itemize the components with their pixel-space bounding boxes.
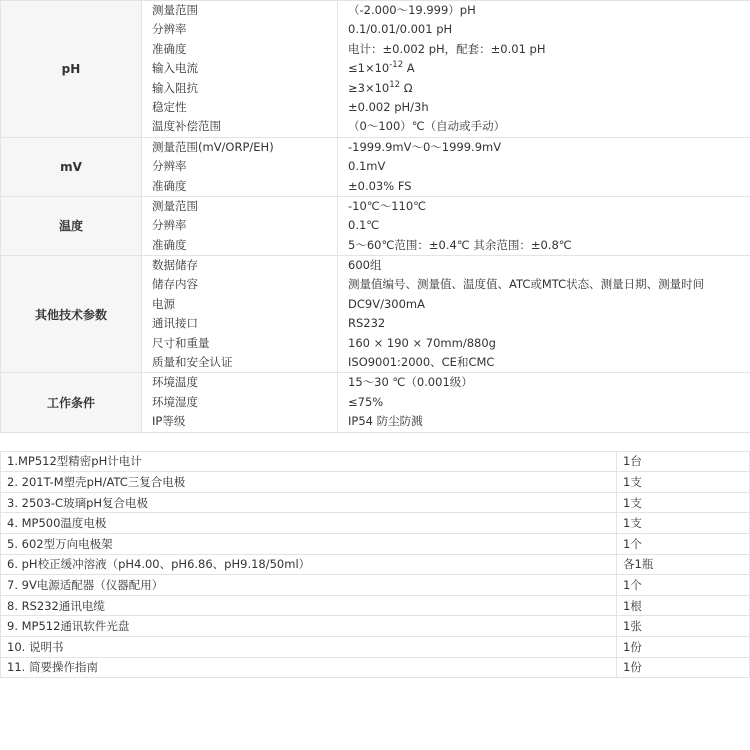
- spec-group-row: [1, 196, 750, 255]
- table-row: [1, 636, 750, 657]
- table-row: [1, 554, 750, 575]
- spec-group-row: [1, 1, 750, 138]
- spec-value-text: 15～30 ℃（0.001级）: [348, 375, 473, 390]
- spec-parameter-label: 测量范围: [152, 198, 198, 213]
- packing-item-name: 8. RS232通讯电缆: [1, 595, 617, 616]
- spec-parameter-label: 温度补偿范围: [152, 119, 221, 134]
- packing-item-quantity: 各1瓶: [617, 554, 750, 575]
- spec-value-text: （0～100）℃（自动或手动）: [348, 119, 506, 134]
- spec-value-text: ±0.002 pH/3h: [348, 99, 429, 114]
- spec-parameter-label: 尺寸和重量: [152, 335, 210, 350]
- spec-parameter-label: 分辨率: [152, 218, 187, 233]
- spec-parameter-label: 环境湿度: [152, 394, 198, 409]
- spec-parameter-label: 准确度: [152, 178, 187, 193]
- packing-item-name: 9. MP512通讯软件光盘: [1, 616, 617, 637]
- packing-item-name: 11. 简要操作指南: [1, 657, 617, 678]
- packing-item-name: 10. 说明书: [1, 636, 617, 657]
- spec-value-column: [338, 137, 750, 196]
- table-row: [1, 575, 750, 596]
- spec-value-column: [338, 256, 750, 373]
- spec-parameter-label: 输入电流: [152, 61, 198, 76]
- spec-value-text: RS232: [348, 316, 386, 331]
- packing-item-name: 5. 602型万向电极架: [1, 533, 617, 554]
- table-row: [1, 616, 750, 637]
- table-row: [1, 513, 750, 534]
- spec-value-column: [338, 1, 750, 138]
- packing-item-quantity: 1支: [617, 472, 750, 493]
- table-row: [1, 657, 750, 678]
- spec-group-row: [1, 373, 750, 432]
- spec-category-cell: pH: [1, 1, 142, 138]
- spec-parameter-label: 分辨率: [152, 159, 187, 174]
- table-row: [1, 533, 750, 554]
- spec-value-text: 5～60℃范围：±0.4℃ 其余范围：±0.8℃: [348, 237, 572, 252]
- packing-item-quantity: 1支: [617, 492, 750, 513]
- table-row: [1, 595, 750, 616]
- spec-value-text: 600组: [348, 258, 382, 273]
- packing-item-quantity: 1份: [617, 657, 750, 678]
- spec-category-cell: 其他技术参数: [1, 256, 142, 373]
- table-spacer: [0, 433, 750, 451]
- spec-parameter-label: 准确度: [152, 237, 187, 252]
- spec-parameter-label: 电源: [152, 296, 175, 311]
- spec-category-cell: 温度: [1, 196, 142, 255]
- spec-parameter-column: [142, 1, 338, 138]
- spec-value-text: 160 × 190 × 70mm/880g: [348, 335, 496, 350]
- spec-parameter-column: [142, 137, 338, 196]
- spec-value-text: ≤75%: [348, 394, 384, 409]
- spec-value-text: ISO9001:2000、CE和CMC: [348, 355, 495, 370]
- packing-item-name: 7. 9V电源适配器（仪器配用）: [1, 575, 617, 596]
- spec-value-text: 0.1/0.01/0.001 pH: [348, 22, 453, 37]
- spec-value-text: 0.1mV: [348, 159, 386, 174]
- spec-parameter-label: 分辨率: [152, 22, 187, 37]
- spec-value-text: （-2.000～19.999）pH: [348, 3, 476, 17]
- spec-parameter-label: 储存内容: [152, 277, 198, 292]
- packing-item-name: 6. pH校正缓冲溶液（pH4.00、pH6.86、pH9.18/50ml）: [1, 554, 617, 575]
- spec-value-text: 测量值编号、测量值、温度值、ATC或MTC状态、测量日期、测量时间: [348, 277, 705, 292]
- spec-value-column: [338, 196, 750, 255]
- spec-value-text: 0.1℃: [348, 218, 380, 233]
- spec-value-text: ±0.03% FS: [348, 178, 412, 193]
- packing-item-name: 3. 2503-C玻璃pH复合电极: [1, 492, 617, 513]
- spec-value-column: [338, 373, 750, 432]
- spec-parameter-label: 数据储存: [152, 258, 198, 273]
- packing-item-quantity: 1台: [617, 451, 750, 472]
- packing-item-quantity: 1份: [617, 636, 750, 657]
- spec-value-text: IP54 防尘防溅: [348, 414, 423, 429]
- spec-parameter-label: 测量范围: [152, 3, 198, 17]
- spec-parameter-label: 环境温度: [152, 375, 198, 390]
- spec-value-text: -1999.9mV～0～1999.9mV: [348, 139, 502, 154]
- table-row: [1, 472, 750, 493]
- spec-value-text: $\le 1\times 10^{-12}$ A: [348, 60, 415, 76]
- spec-parameter-label: 准确度: [152, 41, 187, 56]
- spec-group-row: [1, 137, 750, 196]
- spec-value-text: $\ge 3\times 10^{12}$ Ω: [348, 79, 413, 95]
- spec-parameter-label: 输入阻抗: [152, 80, 198, 95]
- table-row: [1, 492, 750, 513]
- packing-list-table: [0, 451, 750, 679]
- packing-item-quantity: 1根: [617, 595, 750, 616]
- packing-item-quantity: 1个: [617, 575, 750, 596]
- spec-value-text: 电计：±0.002 pH，配套：±0.01 pH: [348, 41, 546, 56]
- packing-item-name: 1.MP512型精密pH计电计: [1, 451, 617, 472]
- spec-category-cell: mV: [1, 137, 142, 196]
- table-row: [1, 451, 750, 472]
- spec-category-cell: 工作条件: [1, 373, 142, 432]
- spec-parameter-label: IP等级: [152, 414, 186, 429]
- spec-parameter-label: 稳定性: [152, 99, 187, 114]
- packing-item-quantity: 1个: [617, 533, 750, 554]
- packing-item-name: 2. 201T-M塑壳pH/ATC三复合电极: [1, 472, 617, 493]
- spec-parameter-label: 质量和安全认证: [152, 355, 233, 370]
- packing-item-quantity: 1支: [617, 513, 750, 534]
- spec-parameter-label: 测量范围(mV/ORP/EH): [152, 139, 274, 154]
- spec-parameter-column: [142, 373, 338, 432]
- packing-item-quantity: 1张: [617, 616, 750, 637]
- spec-parameter-label: 通讯接口: [152, 316, 198, 331]
- packing-item-name: 4. MP500温度电极: [1, 513, 617, 534]
- spec-value-text: DC9V/300mA: [348, 296, 425, 311]
- spec-parameter-column: [142, 196, 338, 255]
- spec-value-text: -10℃～110℃: [348, 198, 427, 213]
- spec-group-row: [1, 256, 750, 373]
- spec-parameter-column: [142, 256, 338, 373]
